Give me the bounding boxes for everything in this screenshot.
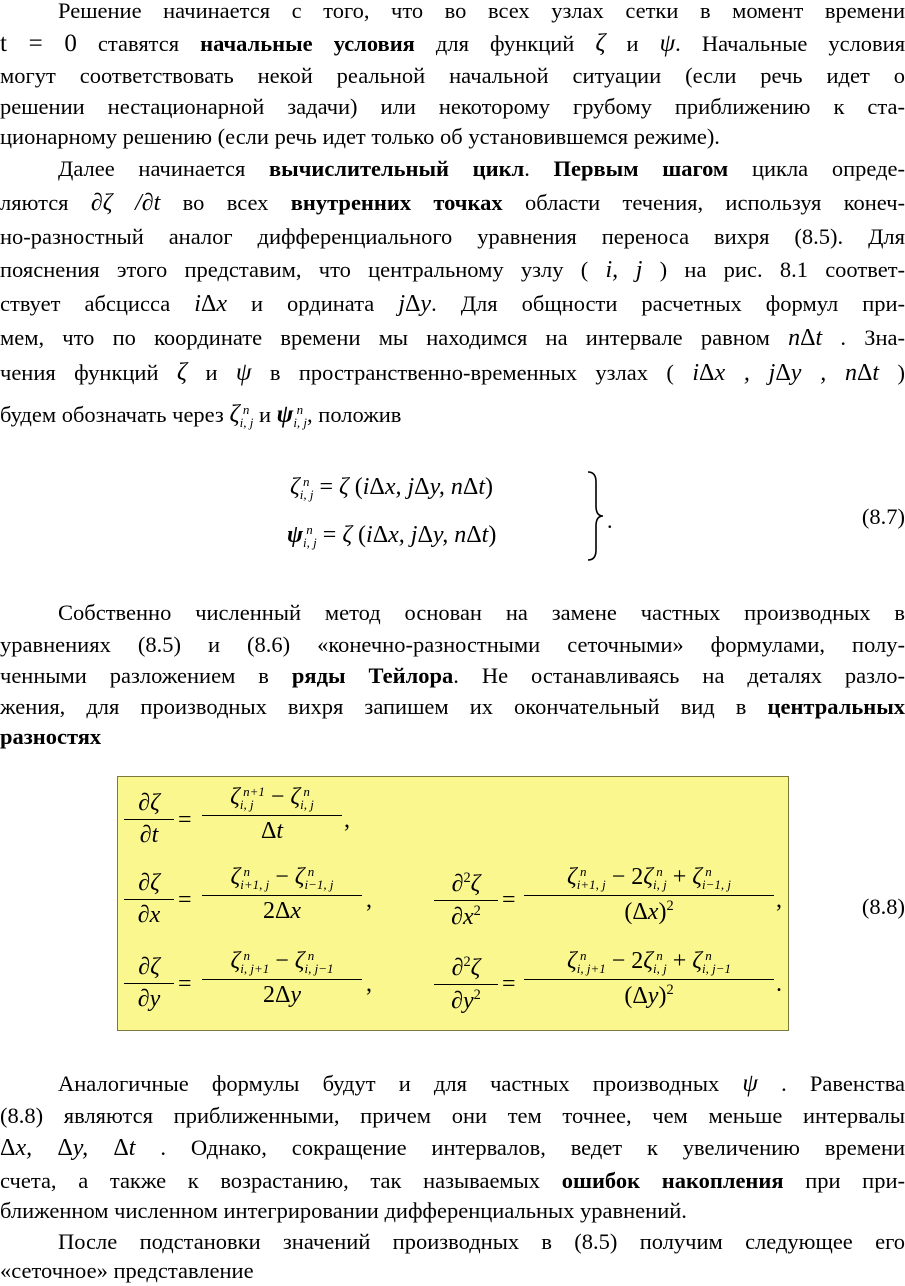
period: . (776, 971, 782, 998)
rhs-dzeta-dy: ζ n i, j+1 − ζ n i, j−1 2Δy (202, 949, 362, 1007)
space-time-node: iΔx , jΔy , nΔt (692, 360, 879, 386)
text: и (259, 402, 271, 427)
lhs-d2zeta-dy2: ∂$^2$ζ $\partial y^2$ (434, 955, 498, 1013)
text: Далее начинается (58, 156, 245, 181)
p1-line1 (0, 0, 905, 26)
lhs-dzeta-dy: ∂ζ ∂y (124, 955, 174, 1011)
text: чения функций (0, 360, 159, 385)
equals: = (178, 887, 192, 914)
text: Собственно численный метод основан на замене частных производных в (58, 600, 905, 625)
equals: = (502, 887, 516, 914)
p3-line5 (0, 722, 905, 752)
text: «сеточное» представление (0, 1258, 254, 1283)
text: . Однако, сокращение интервалов, ведет к увеличению времени (160, 1135, 905, 1160)
text: во всех (183, 190, 269, 215)
text: и (627, 31, 639, 56)
text: ) (898, 360, 905, 385)
p2-line1 (0, 154, 905, 184)
equation-8-7 (0, 468, 905, 568)
text: Решение начинается с того, что во всех узлах сетки в момент времени (58, 0, 905, 23)
p4-line2 (0, 1101, 905, 1131)
eq87-row1: ζ n i, j = ζ (iΔx, jΔy, nΔt) (290, 474, 493, 501)
text: и ордината (251, 291, 374, 316)
bold-term: Первым шагом (554, 156, 729, 181)
node-ij: i, j (605, 257, 642, 283)
text: могут соответствовать некой реальной начальной ситуации (если речь идет о (0, 63, 905, 88)
p4-line5 (0, 1196, 905, 1226)
bold-term: ряды Тейлора (292, 663, 453, 688)
rhs-d2zeta-dy2: ζ n i, j+1 − 2ζ n i, j + ζ n i, j−1 $(\Delta y)^2$ (524, 949, 774, 1008)
text: . Для общности расчетных формул при- (431, 291, 905, 316)
text: пояснения этого представим, что центральному узлу ( (0, 257, 588, 282)
p2-line4 (0, 255, 905, 285)
lhs-dzeta-dx: ∂ζ ∂x (124, 871, 174, 927)
p5-line1 (0, 1227, 905, 1257)
psi-symbol: ψ (236, 359, 252, 386)
p3-line2 (0, 630, 905, 660)
equation-number: (8.7) (862, 504, 905, 530)
p1-line5 (0, 122, 905, 152)
zeta-symbol: ζ (177, 359, 187, 386)
text: решении нестационарной задачи) или некоторому грубому приближению к ста- (0, 94, 905, 119)
text: но-разностный аналог дифференциального уравнения переноса вихря (8.5). Для (0, 224, 905, 249)
p3-line4 (0, 692, 905, 722)
lhs-d2zeta-dx2: ∂$^2$ζ $\partial x^2$ (434, 871, 498, 929)
equals: = (502, 971, 516, 998)
rhs-dzeta-dx: ζ n i+1, j − ζ n i−1, j 2Δx (202, 865, 362, 923)
p4-line4 (0, 1166, 905, 1196)
psi-symbol: ψ (660, 30, 676, 57)
text: в пространственно-временных узлах ( (270, 360, 674, 385)
p2-line3 (0, 222, 905, 252)
text: . Начальные условия (675, 31, 905, 56)
comma: , (344, 807, 350, 834)
p3-line1 (0, 598, 905, 628)
right-brace (586, 470, 604, 562)
text: . Не останавливаясь на деталях разло- (453, 663, 905, 688)
p2-line8 (0, 400, 905, 430)
p3-line3 (0, 661, 905, 691)
psi-symbol: ψ (742, 1070, 758, 1097)
psi-nij: ψ n i, j (277, 401, 307, 428)
p2-line7 (0, 358, 905, 388)
text: (8.8) являются приближенными, причем они тем точнее, чем меньше интервалы (0, 1103, 905, 1128)
text: счета, а также к возрастанию, так называемых (0, 1168, 540, 1193)
p1-line2 (0, 29, 905, 59)
eq87-row2: ψ n i, j = ζ (iΔx, jΔy, nΔt) (287, 522, 496, 549)
equals: = (178, 971, 192, 998)
text: мем, что по координате времени мы находимся на интервале равном (0, 325, 770, 350)
bold-term: ошибок накопления (562, 1168, 784, 1193)
text: для функций (436, 31, 574, 56)
bold-term: внутренних точках (291, 190, 503, 215)
bold-term: разностях (0, 724, 101, 749)
p1-line3 (0, 61, 905, 91)
text: ставятся (98, 31, 179, 56)
rhs-dzeta-dt: ζ n+1 i, j − ζ n i, j Δt (202, 785, 342, 843)
text: ционарному решению (если речь идет только об установившемся режиме). (0, 124, 720, 149)
comma: , (366, 971, 372, 998)
text: После подстановки значений производных в (8.5) получим следующее его (58, 1229, 905, 1254)
i-delta-x: iΔx (194, 291, 227, 317)
text: будем обозначать через (0, 402, 224, 427)
j-delta-y: jΔy (398, 291, 431, 317)
comma: , (776, 887, 782, 914)
lhs-dzeta-dt: ∂ζ ∂t (124, 791, 174, 847)
text: области течения, используя конеч- (525, 190, 905, 215)
text: ляются (0, 190, 69, 215)
text: при при- (805, 1168, 905, 1193)
equals: = (178, 807, 192, 834)
rhs-d2zeta-dx2: ζ n i+1, j − 2ζ n i, j + ζ n i−1, j $(\Delta x)^2$ (524, 865, 774, 924)
p4-line1 (0, 1069, 905, 1099)
text: ствует абсцисса (0, 291, 170, 316)
t-zero: t = 0 (0, 30, 77, 57)
bold-term: вычислительный цикл (269, 156, 524, 181)
delta-intervals: Δx, Δy, Δt (0, 1135, 135, 1161)
text: Аналогичные формулы будут и для частных производных (58, 1071, 719, 1096)
zeta-symbol: ζ (595, 30, 605, 57)
zeta-nij: ζ n i, j (229, 401, 253, 428)
text: и (205, 360, 217, 385)
p2-line6 (0, 323, 905, 353)
text: . (524, 156, 530, 181)
p5-line2 (0, 1256, 905, 1286)
bold-term: центральных (768, 694, 905, 719)
text: . Равенства (781, 1071, 905, 1096)
text: ченными разложением в (0, 663, 269, 688)
period: . (607, 508, 613, 534)
equation-number: (8.8) (862, 892, 905, 922)
text: цикла опреде- (752, 156, 905, 181)
text: . Зна- (840, 325, 905, 350)
equation-8-8-box (117, 776, 789, 1031)
text: уравнениях (8.5) и (8.6) «конечно-разностными сеточными» формулами, полу- (0, 632, 905, 657)
text: , положив (307, 402, 401, 427)
dzeta-dt: ∂ζ /∂t (91, 190, 160, 216)
n-delta-t: nΔt (788, 325, 822, 351)
p2-line2 (0, 188, 905, 218)
bold-term: начальные условия (200, 31, 415, 56)
text: ) на рис. 8.1 соответ- (660, 257, 905, 282)
text: ближенном численном интегрировании дифференциальных уравнений. (0, 1198, 687, 1223)
p1-line4 (0, 92, 905, 122)
p2-line5 (0, 289, 905, 319)
comma: , (366, 887, 372, 914)
text: жения, для производных вихря запишем их окончательный вид в (0, 694, 746, 719)
p4-line3 (0, 1133, 905, 1163)
